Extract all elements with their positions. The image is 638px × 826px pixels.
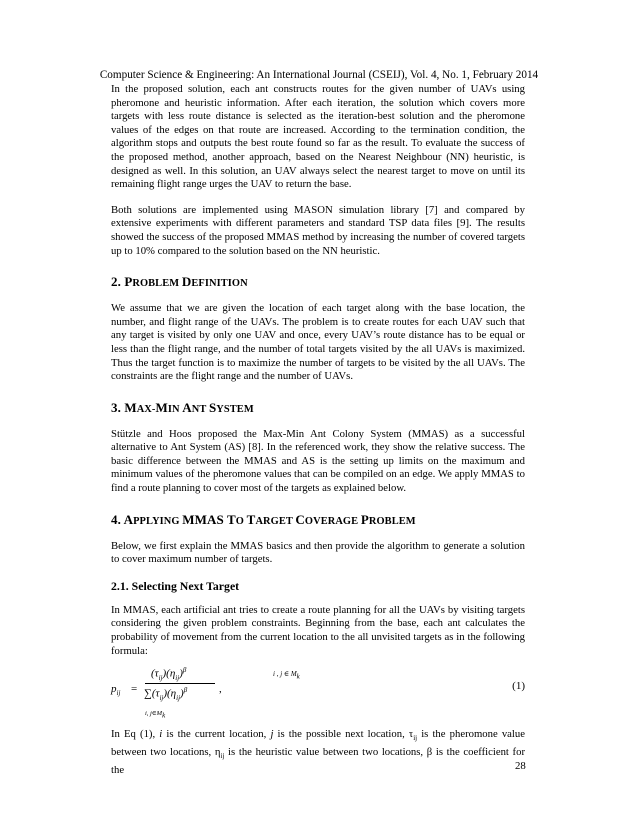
page-number: 28 bbox=[515, 760, 526, 772]
paragraph-problem-definition: We assume that we are given the location of each target along with the base location, the number, and flight range of the UAVs. The problem is to create routes for each UAV such that any target is visited by only one UAV and once, every UAV’s route distance has to be equal or less than the flight range, and the number of total targets visited by the all UAVs is maximized. Thus the target function is to maximize the number of targets to be visited by the all UAVs. The constraints are the flight range and the number of UAVs. bbox=[111, 302, 525, 383]
formula-numerator: $(\tau_{ij})(\eta_{ij})^\beta$ bbox=[151, 666, 187, 683]
paragraph-equation-explanation: In Eq (1), i is the current location, j is the possible next location, $\tau_{ij}$ is the pheromone value between two locations, $\eta_{ij}$ is the heuristic value between two locations, β is the coefficient for the bbox=[111, 728, 526, 776]
paragraph-selection-probability: In MMAS, each artificial ant tries to create a route planning for all the UAVs by visiting targets considering the given problem constraints. Beginning from the base, each ant calculates the probability of movement from the current location to the all unvisited targets as in the following formula: bbox=[111, 603, 525, 657]
formula-condition: i , j ∈ $M_k$ bbox=[273, 670, 300, 681]
page-body bbox=[111, 83, 525, 777]
equation-1 bbox=[111, 664, 525, 722]
paragraph-mmas-description: Stützle and Hoos proposed the Max-Min Ant Colony System (MMAS) as a successful alternative to Ant System (AS) [8]. In the referenced work, they show the relative success. The basic difference between the MMAS and AS is the setting up limits on the maximum and minimum values of the pheromone values that can be compiled on an edge. We apply MMAS to find a route planning to cover most of the targets as explained below. bbox=[111, 427, 525, 495]
section-heading-problem-definition: 2. PROBLEM DEFINITION bbox=[111, 274, 248, 290]
section-heading-applying-mmas: 4. APPLYING MMAS TO TARGET COVERAGE PROBLEM bbox=[111, 511, 416, 527]
fraction-bar bbox=[145, 683, 215, 684]
formula-lhs: $p_{ij}$ bbox=[111, 683, 121, 698]
equation-number: (1) bbox=[512, 680, 525, 693]
formula-denominator: $\sum(\tau_{ij})(\eta_{ij})^\beta$ bbox=[144, 686, 188, 703]
journal-header: Computer Science & Engineering: An International Journal (CSEIJ), Vol. 4, No. 1, February 2014 bbox=[99, 69, 539, 81]
section-heading-max-min-ant-system: 3. MAX-MIN ANT SYSTEM bbox=[111, 399, 254, 415]
subsection-heading-selecting-next-target: 2.1. Selecting Next Target bbox=[111, 578, 240, 593]
paragraph-implementation: Both solutions are implemented using MASON simulation library [7] and compared by extensive experiments with different parameters and standard TSP data files [9]. The results showed the success of the proposed MMAS method by increasing the number of covered targets up to 10% compared to the solution based on the NN heuristic. bbox=[111, 203, 525, 257]
formula-equals: = bbox=[131, 683, 138, 696]
formula-comma: , bbox=[219, 683, 222, 696]
paragraph-proposed-solution: In the proposed solution, each ant constructs routes for the given number of UAVs using pheromone and heuristic information. After each iteration, the solution which covers more targets with less route distance is selected as the iteration-best solution and the pheromone values of the edges on that route are increased. According to the termination condition, the algorithm stops and outputs the best route found so far as the result. To evaluate the success of the proposed method, another approach, based on the Nearest Neighbour (NN) heuristic, is designed as well. In this solution, an UAV always select the nearest target to move on until its remaining flight range urges the UAV to return the base. bbox=[111, 83, 525, 191]
paragraph-mmas-basics: Below, we first explain the MMAS basics and then provide the algorithm to generate a solution to cover maximum number of targets. bbox=[111, 539, 525, 566]
summation-subscript: i, $j\in M_k$ bbox=[145, 710, 166, 720]
